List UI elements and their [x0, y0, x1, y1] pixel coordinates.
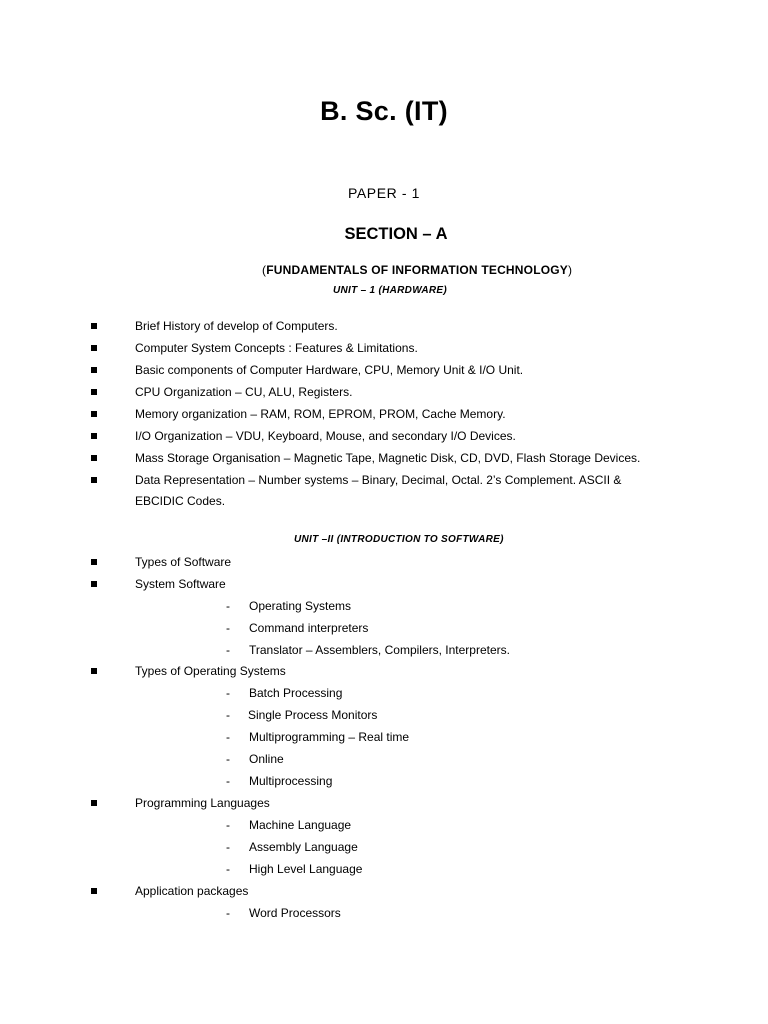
bullet-square-icon	[91, 345, 97, 351]
bullet-square-icon	[91, 367, 97, 373]
unit-2-subitem: Command interpreters	[249, 621, 369, 635]
unit-1-item: Memory organization – RAM, ROM, EPROM, PROM, Cache Memory.	[135, 407, 506, 421]
unit-2-subitem: Multiprocessing	[249, 774, 333, 788]
subject-title: FUNDAMENTALS OF INFORMATION TECHNOLOGY	[266, 263, 569, 277]
bullet-square-icon	[91, 455, 97, 461]
section-heading: SECTION – A	[344, 225, 448, 243]
bullet-square-icon	[91, 800, 97, 806]
dash-marker: -	[226, 774, 230, 788]
unit-2-subitem: Single Process Monitors	[248, 708, 378, 722]
dash-marker: -	[226, 643, 230, 657]
bullet-square-icon	[91, 411, 97, 417]
subject-close-paren: )	[568, 263, 573, 277]
dash-marker: -	[226, 862, 230, 876]
unit-2-subitem: Word Processors	[249, 906, 341, 920]
unit-2-subitem: High Level Language	[249, 862, 363, 876]
bullet-square-icon	[91, 433, 97, 439]
dash-marker: -	[226, 906, 230, 920]
unit-1-item: Mass Storage Organisation – Magnetic Tape, Magnetic Disk, CD, DVD, Flash Storage Devices.	[135, 451, 641, 465]
bullet-square-icon	[91, 559, 97, 565]
document-title: B. Sc. (IT)	[320, 96, 448, 126]
unit-1-item: Data Representation – Number systems – Binary, Decimal, Octal. 2’s Complement. ASCII & EBCIDIC Codes.	[135, 473, 622, 508]
bullet-square-icon	[91, 477, 97, 483]
subject-open-paren: (	[262, 263, 267, 277]
unit-2-subitem: Batch Processing	[249, 686, 343, 700]
unit-1-item: Brief History of develop of Computers.	[135, 319, 338, 333]
subject-heading	[262, 263, 572, 277]
unit-2-item: Types of Software	[135, 555, 232, 569]
dash-marker: -	[226, 730, 230, 744]
dash-marker: -	[226, 840, 230, 854]
bullet-square-icon	[91, 888, 97, 894]
unit-2-subitem: Online	[249, 752, 284, 766]
unit-2-heading: UNIT –II (INTRODUCTION TO SOFTWARE)	[294, 534, 504, 545]
unit-1-item: I/O Organization – VDU, Keyboard, Mouse, and secondary I/O Devices.	[135, 429, 516, 443]
bullet-square-icon	[91, 389, 97, 395]
unit-2-subitem: Assembly Language	[249, 840, 358, 854]
bullet-square-icon	[91, 668, 97, 674]
unit-2-item: Types of Operating Systems	[135, 664, 286, 678]
unit-2-subitem: Translator – Assemblers, Compilers, Interpreters.	[249, 643, 510, 657]
unit-2-subitem: Machine Language	[249, 818, 352, 832]
unit-1-item: Basic components of Computer Hardware, CPU, Memory Unit & I/O Unit.	[135, 363, 524, 377]
dash-marker: -	[226, 621, 230, 635]
unit-1-heading: UNIT – 1 (HARDWARE)	[333, 285, 448, 296]
bullet-square-icon	[91, 581, 97, 587]
unit-1-item: CPU Organization – CU, ALU, Registers.	[135, 385, 353, 399]
dash-marker: -	[226, 752, 230, 766]
unit-2-item: Programming Languages	[135, 796, 270, 810]
dash-marker: -	[226, 818, 230, 832]
unit-2-item: Application packages	[135, 884, 249, 898]
unit-2-subitem: Operating Systems	[249, 599, 352, 613]
dash-marker: -	[226, 708, 230, 722]
unit-1-item: Computer System Concepts : Features & Limitations.	[135, 341, 418, 355]
paper-label: PAPER - 1	[347, 185, 421, 201]
dash-marker: -	[226, 599, 230, 613]
unit-2-subitem: Multiprogramming – Real time	[249, 730, 410, 744]
bullet-square-icon	[91, 323, 97, 329]
unit-2-item: System Software	[135, 577, 226, 591]
dash-marker: -	[226, 686, 230, 700]
